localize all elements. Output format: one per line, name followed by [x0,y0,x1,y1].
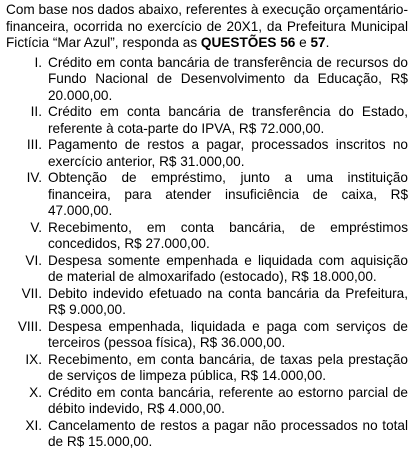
list-item [6,418,408,451]
question-intro [6,2,408,52]
item-number: IX. [25,351,42,367]
item-text: Crédito em conta bancária de transferência de recursos do Fundo Nacional de Desenvolvimento da Educação, R$ 20.000,00. [48,54,408,103]
item-number: V. [30,219,42,235]
item-text: Obtenção de empréstimo, junto a uma instituição financeira, para atender insuficiência de caixa, R$ 47.000,00. [48,170,408,218]
item-text: Pagamento de restos a pagar, processados inscritos no exercício anterior, R$ 31.000,00. [48,137,408,169]
list-item [6,220,408,253]
item-number: X. [29,384,42,400]
list-item [6,352,408,385]
item-text: Despesa somente empenhada e liquidada com aquisição de material de almoxarifado (estocado), R$ 18.000,00. [48,252,408,284]
item-number: II. [30,104,42,119]
item-number: XI. [25,417,42,433]
transaction-list [6,55,408,451]
intro-text: Com base nos dados abaixo, referentes à execução orçamentário-financeira, ocorrida no exercício de 20X1, da Prefeitura Municipal Fictícia “Mar Azul”, responda as [6,2,408,50]
item-number: I. [34,54,42,70]
item-number: III. [26,137,42,152]
list-item [6,319,408,352]
list-item [6,253,408,286]
intro-questions-bold: QUESTÕES 56 [200,35,296,50]
list-item [6,385,408,418]
item-number: VI. [25,252,42,268]
intro-question-number-bold: 57 [310,35,326,50]
item-number: IV. [26,170,42,185]
list-item [6,137,408,170]
intro-connector: e [295,35,311,50]
item-text: Despesa empenhada, liquidada e paga com serviços de terceiros (pessoa física), R$ 36.000,00. [48,318,408,350]
list-item [6,286,408,319]
list-item [6,104,408,137]
item-number: VIII. [17,318,42,334]
item-text: Cancelamento de restos a pagar não processados no total de R$ 15.000,00. [48,417,408,449]
item-text: Crédito em conta bancária de transferência do Estado, referente à cota-parte do IPVA, R$ 72.000,00. [48,104,408,136]
item-text: Debito indevido efetuado na conta bancária da Prefeitura, R$ 9.000,00. [48,285,408,317]
item-text: Recebimento, em conta bancária, de empréstimos concedidos, R$ 27.000,00. [48,219,408,251]
list-item [6,55,408,105]
intro-end: . [325,35,330,50]
item-text: Crédito em conta bancária, referente ao estorno parcial de débito indevido, R$ 4.000,00. [48,384,408,416]
list-item [6,170,408,220]
item-text: Recebimento, em conta bancária, de taxas pela prestação de serviços de limpeza pública, R$ 14.000,00. [48,351,408,383]
item-number: VII. [21,285,42,301]
